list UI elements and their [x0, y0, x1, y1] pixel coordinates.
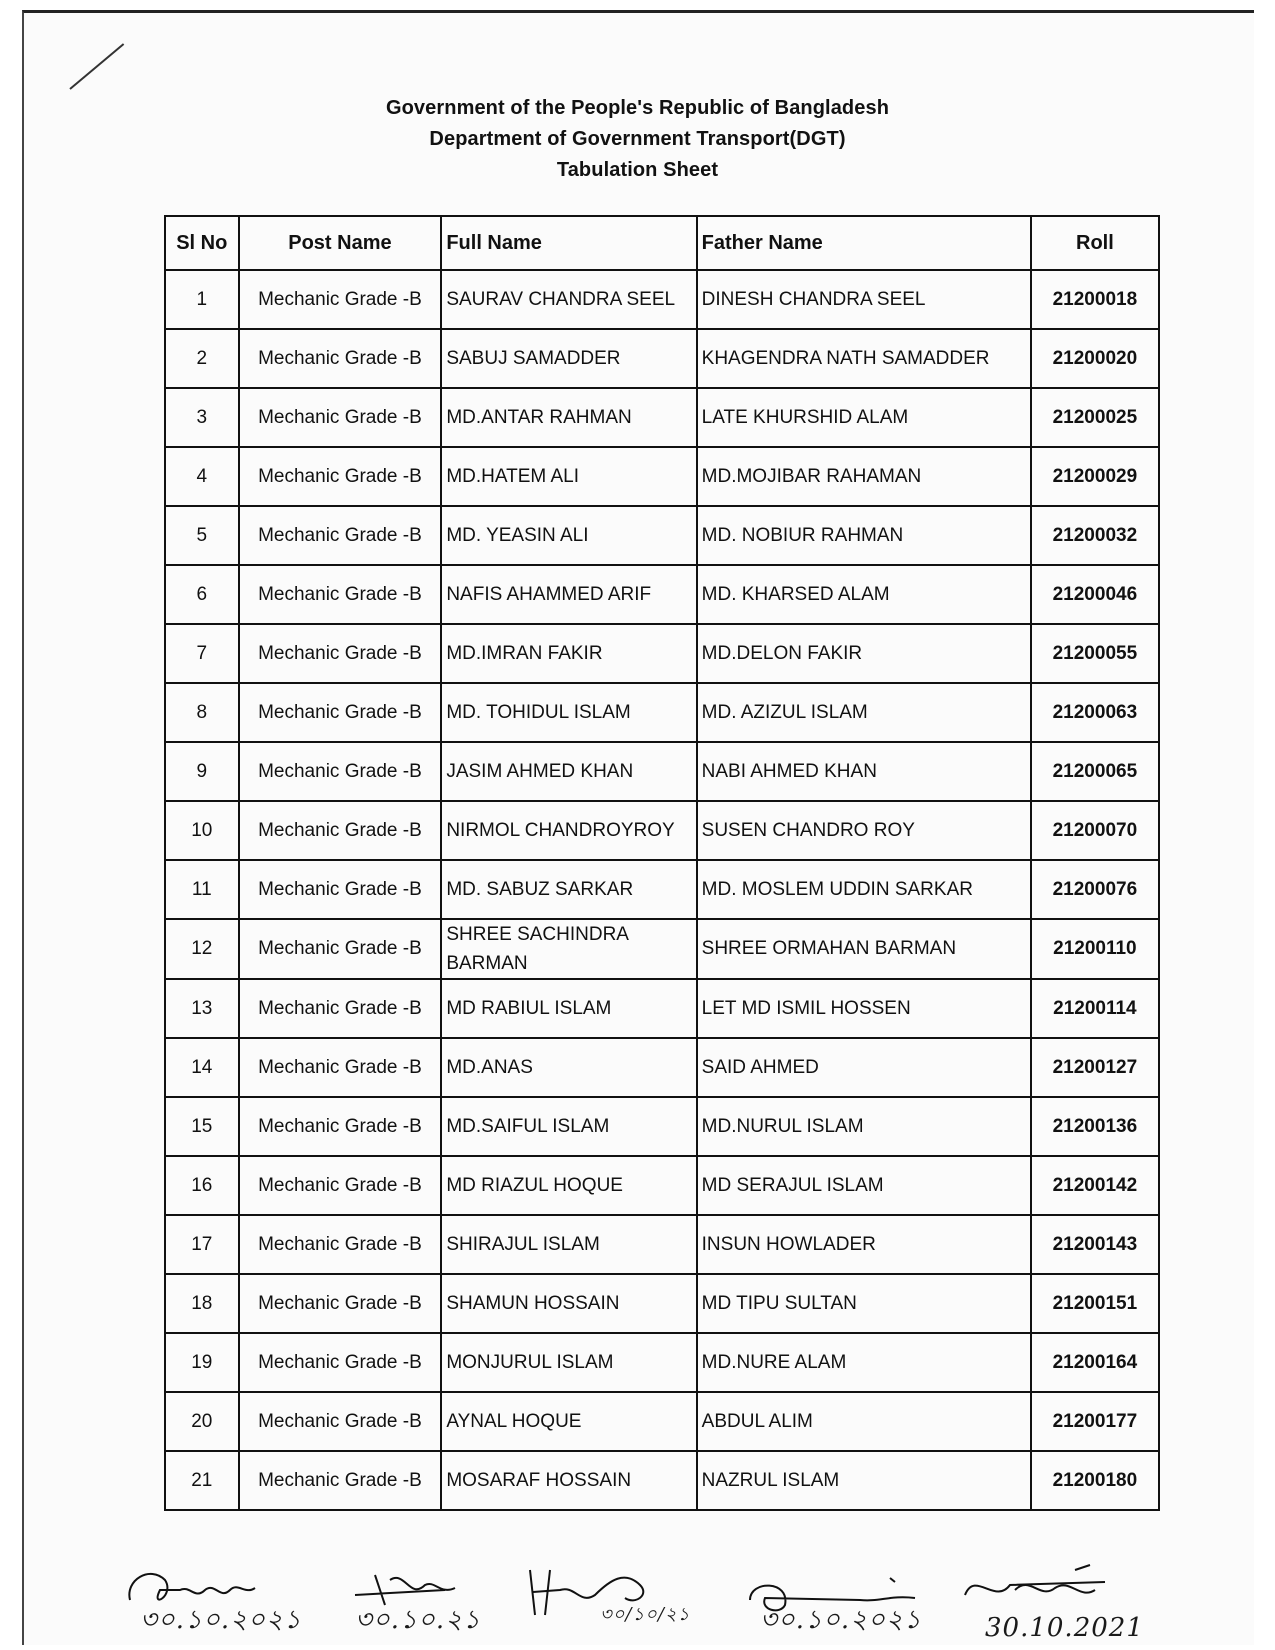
row-sl-no: 12 — [165, 919, 239, 979]
row-sl-no: 15 — [165, 1097, 239, 1156]
row-roll: 21200065 — [1031, 742, 1159, 801]
row-father-name: LET MD ISMIL HOSSEN — [697, 979, 1031, 1038]
row-full-name: JASIM AHMED KHAN — [441, 742, 696, 801]
row-post-name: Mechanic Grade -B — [239, 742, 442, 801]
row-roll: 21200127 — [1031, 1038, 1159, 1097]
row-father-name: NABI AHMED KHAN — [697, 742, 1031, 801]
signature-2 — [335, 1560, 505, 1645]
signature-5-date: 30.10.2021 — [985, 1613, 1144, 1643]
row-sl-no: 19 — [165, 1333, 239, 1392]
signature-3-date: ৩০/১০/২১ — [600, 1604, 691, 1625]
table-row — [165, 919, 1159, 979]
signature-1 — [120, 1560, 302, 1645]
row-roll: 21200142 — [1031, 1156, 1159, 1215]
row-father-name: MD TIPU SULTAN — [697, 1274, 1031, 1333]
col-father-name: Father Name — [697, 216, 1031, 270]
table-row — [165, 506, 1159, 565]
row-full-name: MD.IMRAN FAKIR — [441, 624, 696, 683]
row-sl-no: 21 — [165, 1451, 239, 1510]
row-father-name: DINESH CHANDRA SEEL — [697, 270, 1031, 329]
row-sl-no: 7 — [165, 624, 239, 683]
signature-4 — [740, 1560, 922, 1645]
row-post-name: Mechanic Grade -B — [239, 919, 442, 979]
row-post-name: Mechanic Grade -B — [239, 1451, 442, 1510]
row-roll: 21200180 — [1031, 1451, 1159, 1510]
row-sl-no: 9 — [165, 742, 239, 801]
table-row — [165, 1156, 1159, 1215]
signature-3 — [515, 1560, 691, 1645]
row-sl-no: 3 — [165, 388, 239, 447]
row-father-name: MD.DELON FAKIR — [697, 624, 1031, 683]
row-full-name: MD. YEASIN ALI — [441, 506, 696, 565]
row-full-name: MOSARAF HOSSAIN — [441, 1451, 696, 1510]
table-row — [165, 1392, 1159, 1451]
signature-4-date: ৩০.১০.২০২১ — [760, 1605, 922, 1635]
row-post-name: Mechanic Grade -B — [239, 1215, 442, 1274]
row-roll: 21200114 — [1031, 979, 1159, 1038]
document-header — [0, 93, 1275, 186]
row-roll: 21200046 — [1031, 565, 1159, 624]
row-post-name: Mechanic Grade -B — [239, 565, 442, 624]
table-row — [165, 388, 1159, 447]
signature-block — [120, 1560, 1200, 1645]
row-sl-no: 10 — [165, 801, 239, 860]
row-father-name: LATE KHURSHID ALAM — [697, 388, 1031, 447]
signature-5 — [955, 1560, 1144, 1645]
table-row — [165, 447, 1159, 506]
row-full-name: NIRMOL CHANDROYROY — [441, 801, 696, 860]
signature-2-date: ৩০.১০.২১ — [355, 1605, 481, 1635]
row-post-name: Mechanic Grade -B — [239, 1274, 442, 1333]
row-full-name: MD RIAZUL HOQUE — [441, 1156, 696, 1215]
row-post-name: Mechanic Grade -B — [239, 1097, 442, 1156]
row-full-name: MD.HATEM ALI — [441, 447, 696, 506]
row-post-name: Mechanic Grade -B — [239, 624, 442, 683]
row-sl-no: 5 — [165, 506, 239, 565]
row-father-name: NAZRUL ISLAM — [697, 1451, 1031, 1510]
row-father-name: SAID AHMED — [697, 1038, 1031, 1097]
row-post-name: Mechanic Grade -B — [239, 506, 442, 565]
row-sl-no: 1 — [165, 270, 239, 329]
table-row — [165, 979, 1159, 1038]
row-post-name: Mechanic Grade -B — [239, 1392, 442, 1451]
row-father-name: SUSEN CHANDRO ROY — [697, 801, 1031, 860]
row-roll: 21200110 — [1031, 919, 1159, 979]
row-full-name: SHIRAJUL ISLAM — [441, 1215, 696, 1274]
col-roll: Roll — [1031, 216, 1159, 270]
header-sheet-title: Tabulation Sheet — [556, 159, 719, 181]
row-post-name: Mechanic Grade -B — [239, 979, 442, 1038]
row-roll: 21200020 — [1031, 329, 1159, 388]
row-roll: 21200032 — [1031, 506, 1159, 565]
row-father-name: MD. MOSLEM UDDIN SARKAR — [697, 860, 1031, 919]
row-post-name: Mechanic Grade -B — [239, 1038, 442, 1097]
row-full-name: MD. SABUZ SARKAR — [441, 860, 696, 919]
row-father-name: SHREE ORMAHAN BARMAN — [697, 919, 1031, 979]
table-row — [165, 1451, 1159, 1510]
row-father-name: INSUN HOWLADER — [697, 1215, 1031, 1274]
table-row — [165, 1274, 1159, 1333]
table-row — [165, 1097, 1159, 1156]
row-post-name: Mechanic Grade -B — [239, 447, 442, 506]
table-row — [165, 329, 1159, 388]
row-sl-no: 16 — [165, 1156, 239, 1215]
table-row — [165, 742, 1159, 801]
row-father-name: MD.NURE ALAM — [697, 1333, 1031, 1392]
row-father-name: ABDUL ALIM — [697, 1392, 1031, 1451]
row-sl-no: 18 — [165, 1274, 239, 1333]
row-full-name: SHAMUN HOSSAIN — [441, 1274, 696, 1333]
row-sl-no: 4 — [165, 447, 239, 506]
row-full-name: MD.ANAS — [441, 1038, 696, 1097]
row-full-name: MD.SAIFUL ISLAM — [441, 1097, 696, 1156]
row-post-name: Mechanic Grade -B — [239, 860, 442, 919]
col-full-name: Full Name — [441, 216, 696, 270]
row-full-name: SHREE SACHINDRA BARMAN — [441, 919, 696, 979]
row-post-name: Mechanic Grade -B — [239, 683, 442, 742]
table-row — [165, 1038, 1159, 1097]
table-row — [165, 270, 1159, 329]
tabulation-table — [164, 215, 1160, 1511]
row-full-name: SAURAV CHANDRA SEEL — [441, 270, 696, 329]
row-roll: 21200151 — [1031, 1274, 1159, 1333]
table-header-row — [165, 216, 1159, 270]
row-post-name: Mechanic Grade -B — [239, 329, 442, 388]
row-post-name: Mechanic Grade -B — [239, 270, 442, 329]
row-post-name: Mechanic Grade -B — [239, 1156, 442, 1215]
row-father-name: MD. KHARSED ALAM — [697, 565, 1031, 624]
table-row — [165, 1333, 1159, 1392]
row-roll: 21200029 — [1031, 447, 1159, 506]
row-full-name: MD RABIUL ISLAM — [441, 979, 696, 1038]
row-full-name: AYNAL HOQUE — [441, 1392, 696, 1451]
row-father-name: MD SERAJUL ISLAM — [697, 1156, 1031, 1215]
signature-1-date: ৩০.১০.২০২১ — [140, 1605, 302, 1635]
header-government: Government of the People's Republic of Bangladesh — [385, 97, 890, 119]
row-roll: 21200025 — [1031, 388, 1159, 447]
row-post-name: Mechanic Grade -B — [239, 801, 442, 860]
row-father-name: MD. NOBIUR RAHMAN — [697, 506, 1031, 565]
row-sl-no: 14 — [165, 1038, 239, 1097]
row-sl-no: 2 — [165, 329, 239, 388]
row-full-name: NAFIS AHAMMED ARIF — [441, 565, 696, 624]
table-row — [165, 565, 1159, 624]
row-father-name: KHAGENDRA NATH SAMADDER — [697, 329, 1031, 388]
row-roll: 21200070 — [1031, 801, 1159, 860]
row-full-name: MD. TOHIDUL ISLAM — [441, 683, 696, 742]
row-sl-no: 11 — [165, 860, 239, 919]
row-sl-no: 8 — [165, 683, 239, 742]
row-post-name: Mechanic Grade -B — [239, 388, 442, 447]
table-row — [165, 624, 1159, 683]
row-sl-no: 17 — [165, 1215, 239, 1274]
col-sl-no: Sl No — [165, 216, 239, 270]
row-roll: 21200055 — [1031, 624, 1159, 683]
header-department: Department of Government Transport(DGT) — [429, 128, 846, 150]
table-row — [165, 683, 1159, 742]
row-full-name: MONJURUL ISLAM — [441, 1333, 696, 1392]
pen-mark — [69, 43, 124, 90]
row-father-name: MD.NURUL ISLAM — [697, 1097, 1031, 1156]
row-roll: 21200076 — [1031, 860, 1159, 919]
table-row — [165, 1215, 1159, 1274]
row-roll: 21200143 — [1031, 1215, 1159, 1274]
row-sl-no: 13 — [165, 979, 239, 1038]
table-row — [165, 860, 1159, 919]
row-roll: 21200063 — [1031, 683, 1159, 742]
col-post-name: Post Name — [239, 216, 442, 270]
row-roll: 21200136 — [1031, 1097, 1159, 1156]
row-full-name: SABUJ SAMADDER — [441, 329, 696, 388]
row-sl-no: 20 — [165, 1392, 239, 1451]
row-sl-no: 6 — [165, 565, 239, 624]
table-row — [165, 801, 1159, 860]
signature-5-scribble — [955, 1560, 1155, 1620]
row-full-name: MD.ANTAR RAHMAN — [441, 388, 696, 447]
row-post-name: Mechanic Grade -B — [239, 1333, 442, 1392]
row-roll: 21200018 — [1031, 270, 1159, 329]
row-roll: 21200164 — [1031, 1333, 1159, 1392]
row-roll: 21200177 — [1031, 1392, 1159, 1451]
row-father-name: MD. AZIZUL ISLAM — [697, 683, 1031, 742]
row-father-name: MD.MOJIBAR RAHAMAN — [697, 447, 1031, 506]
